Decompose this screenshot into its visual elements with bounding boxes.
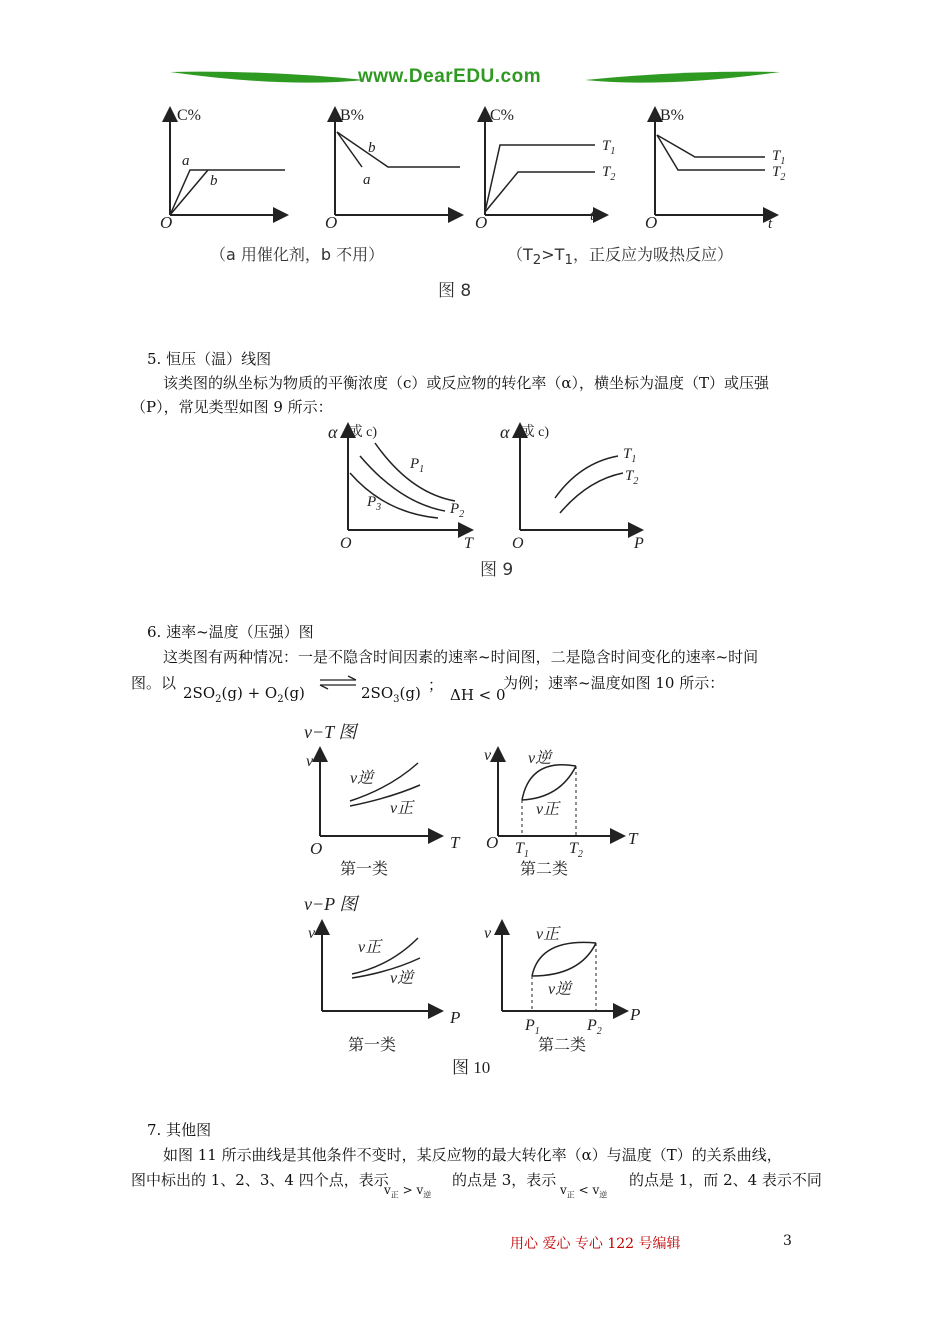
- fig8-curve-a: [170, 170, 285, 215]
- fig8-g3-T1-sub: 1: [610, 146, 616, 157]
- v-fwd-lt-v-rev: $v_正 < v_逆$: [560, 1183, 608, 1200]
- fig10-vp1-v: v: [308, 925, 316, 942]
- fig8-curve-a2: [337, 132, 362, 167]
- fig9-left-ynote: (或 c): [344, 425, 378, 440]
- fig8-g4-xlabel: t: [768, 216, 773, 230]
- fig8-g3-xlabel: t: [590, 208, 595, 224]
- fig9-right-ynote: (或 c): [516, 425, 550, 440]
- fig8-g1-ylabel: C%: [177, 107, 201, 124]
- site-url[interactable]: www.DearEDU.com: [358, 66, 542, 87]
- fig9-right-xlabel: P: [634, 535, 644, 552]
- fig10-vt1-origin: O: [310, 839, 323, 858]
- svg-text:P3: [366, 494, 381, 513]
- fig10-vp2-vrev: [532, 943, 596, 976]
- fig10-vp-class2: [484, 923, 640, 1054]
- fig8-g3-T2-sub: 2: [610, 172, 616, 183]
- fig8-note-right: （$T_2>T_1$，正反应为吸热反应）: [507, 245, 733, 269]
- equation: $2SO_2(g) + O_2(g)$: [183, 684, 305, 705]
- fig9-caption: 图 9: [480, 560, 514, 580]
- fig8-g1-origin: O: [160, 213, 173, 230]
- fig8-curve-T2: [485, 172, 595, 212]
- section6-heading: 6. 速率~温度（压强）图: [147, 623, 314, 641]
- fig9-T2: T: [625, 468, 634, 484]
- fig10-vp2-P1: P: [525, 1017, 535, 1034]
- svg-text:P1: [524, 1017, 540, 1037]
- fig8-g1-label-b: b: [210, 173, 218, 189]
- fig8-g4-T1: T: [772, 148, 781, 164]
- fig10-vp2-P1-sub: 1: [534, 1026, 540, 1037]
- svg-text:P2: [449, 501, 464, 520]
- fig10-vp2-P2: P: [587, 1017, 597, 1034]
- fig10-vt2-class: 第二类: [520, 861, 569, 878]
- fig10-vt2-vrev-label: v逆: [528, 750, 552, 767]
- fig8-g2-label-a: a: [363, 172, 371, 188]
- fig9-P2: P: [450, 501, 460, 517]
- fig10-vt1-vfwd-label: v正: [390, 800, 414, 817]
- fig10-vt2-T1: T: [515, 840, 524, 857]
- fig10-vt2-vrev: [522, 765, 576, 800]
- fig8-curve-T1: [485, 145, 595, 212]
- fig9-T2-sub: 2: [633, 476, 639, 487]
- page-number: 3: [783, 1233, 792, 1249]
- svg-text:P2: [586, 1017, 602, 1037]
- fig10-vt1-xlabel: T: [450, 833, 460, 852]
- fig9-left: [328, 422, 474, 552]
- fig10-vt2-T1-sub: 1: [523, 849, 529, 860]
- fig8-graph-2: [325, 107, 460, 230]
- fig10-vp2-xlabel: P: [630, 1005, 641, 1024]
- fig9-P2-sub: 2: [459, 509, 465, 520]
- fig9-P3: P: [367, 494, 377, 510]
- fig8-g4-ylabel: B%: [660, 107, 684, 124]
- fig10-vp2-vrev-label: v逆: [548, 981, 572, 998]
- fig10-vp1-class: 第一类: [348, 1037, 397, 1054]
- section7-heading: 7. 其他图: [147, 1121, 212, 1139]
- fig9-left-ylabel: α: [328, 422, 338, 442]
- figure-9: [320, 418, 660, 553]
- fig10-vt2-T2: T: [569, 840, 578, 857]
- banner-swoosh-right: [585, 72, 780, 83]
- fig10-vt2-xlabel: T: [628, 829, 638, 848]
- fig10-vp2-class: 第二类: [538, 1037, 587, 1054]
- fig10-vt2-vfwd: [522, 766, 576, 800]
- figure-8: [150, 100, 800, 230]
- fig8-graph-3: [475, 107, 615, 230]
- section5-para-line2: （P），常见类型如图 9 所示：: [131, 398, 333, 416]
- fig9-right-ylabel: α: [500, 422, 510, 442]
- section6-para-line2-pre: 图。以: [131, 674, 177, 692]
- fig8-g4-T1-sub: 1: [780, 156, 786, 167]
- fig10-vp1-vfwd-label: v正: [358, 939, 382, 956]
- fig8-g1-label-a: a: [182, 153, 190, 169]
- fig8-g3-origin: O: [475, 213, 488, 230]
- footer-text: 用心 爱心 专心 122 号编辑: [510, 1236, 681, 1252]
- fig10-vt2-origin: O: [486, 833, 499, 852]
- fig9-left-xlabel: T: [464, 535, 473, 552]
- fig10-vt2-v: v: [484, 747, 492, 764]
- svg-text:T2: [602, 164, 615, 183]
- fig10-vp-class1: [308, 923, 460, 1054]
- section7-para-line2-c: 的点是 1，而 2、4 表示不同: [629, 1171, 822, 1189]
- fig9-P3-sub: 3: [376, 502, 382, 513]
- section7-para-line2-a: 图中标出的 1、2、3、4 四个点，表示: [131, 1171, 389, 1189]
- figure-10: [290, 718, 660, 1083]
- fig10-vt1-v: v: [306, 753, 314, 770]
- fig10-vt-title: v−T 图: [304, 722, 357, 742]
- delta-h: ΔH < 0: [450, 686, 506, 704]
- fig10-vp2-v: v: [484, 925, 492, 942]
- v-fwd-gt-v-rev: $v_正 > v_逆$: [384, 1183, 432, 1200]
- fig8-note-left: （a 用催化剂，b 不用）: [210, 245, 385, 264]
- fig10-vt-class1: [306, 750, 461, 878]
- fig8-caption: 图 8: [438, 281, 472, 301]
- fig10-vt2-vfwd-label: v正: [536, 801, 560, 818]
- section5-heading: 5. 恒压（温）线图: [147, 350, 272, 368]
- svg-text:T2: [625, 468, 638, 487]
- fig9-T1-sub: 1: [631, 454, 637, 465]
- fig8-graph-1: [160, 107, 285, 230]
- section5-para-line1: 该类图的纵坐标为物质的平衡浓度（c）或反应物的转化率（α），横坐标为温度（T）或压强: [163, 374, 770, 392]
- equilibrium-arrow-icon: [318, 675, 358, 691]
- section7-para-line1: 如图 11 所示曲线是其他条件不变时，某反应物的最大转化率（α）与温度（T）的关系曲线，: [163, 1146, 782, 1164]
- fig8-g3-T2: T: [602, 164, 611, 180]
- svg-text:T1: [602, 138, 615, 157]
- fig10-vp-title: v−P 图: [304, 894, 358, 914]
- fig8-g2-ylabel: B%: [340, 107, 364, 124]
- equation-right: $2SO_3(g)$: [361, 684, 421, 705]
- section7-para-line2-b: 的点是 3，表示: [452, 1171, 557, 1189]
- fig9-left-origin: O: [340, 535, 352, 552]
- svg-text:T1: [623, 446, 636, 465]
- fig10-vt-class2: [484, 747, 639, 878]
- banner-swoosh-left: [170, 72, 365, 83]
- fig8-g3-ylabel: C%: [490, 107, 514, 124]
- fig8-graph-4: [645, 107, 785, 230]
- fig8-g4-T2: T: [772, 164, 781, 180]
- fig10-vp1-xlabel: P: [450, 1008, 461, 1027]
- fig10-caption: 图 10: [452, 1058, 491, 1077]
- fig8-curve-T1b: [657, 135, 765, 157]
- fig10-vp1-vrev-label: v逆: [390, 970, 414, 987]
- fig8-g4-origin: O: [645, 213, 658, 230]
- fig9-curve-P3: [350, 473, 438, 518]
- fig9-T1: T: [623, 446, 632, 462]
- fig9-right: [500, 422, 644, 552]
- section6-para-line2-post: 为例；速率~温度如图 10 所示：: [503, 674, 725, 692]
- fig8-g2-origin: O: [325, 213, 338, 230]
- section6-para-line1: 这类图有两种情况：一是不隐含时间因素的速率~时间图，二是隐含时间变化的速率~时间: [163, 648, 759, 666]
- svg-text:T2: [569, 840, 583, 860]
- fig10-vt1-class: 第一类: [340, 861, 389, 878]
- fig10-vt2-T2-sub: 2: [577, 849, 583, 860]
- svg-text:T1: [515, 840, 529, 860]
- svg-text:P1: [409, 456, 424, 475]
- fig8-curve-T2b: [657, 135, 765, 170]
- fig9-P1-sub: 1: [419, 464, 425, 475]
- fig9-curve-T2: [560, 473, 623, 513]
- equation-semicolon: ；: [428, 676, 444, 694]
- fig8-curve-b: [170, 170, 208, 215]
- fig10-vt1-vrev-label: v逆: [350, 770, 374, 787]
- fig9-curve-P1: [375, 443, 455, 501]
- fig9-right-origin: O: [512, 535, 524, 552]
- fig9-P1: P: [410, 456, 420, 472]
- fig8-curve-b2: [337, 132, 460, 167]
- fig10-vp2-vfwd-label: v正: [536, 926, 560, 943]
- fig8-g2-label-b: b: [368, 140, 376, 156]
- fig8-g4-T2-sub: 2: [780, 172, 786, 183]
- fig8-g3-T1: T: [602, 138, 611, 154]
- fig10-vp2-P2-sub: 2: [596, 1026, 602, 1037]
